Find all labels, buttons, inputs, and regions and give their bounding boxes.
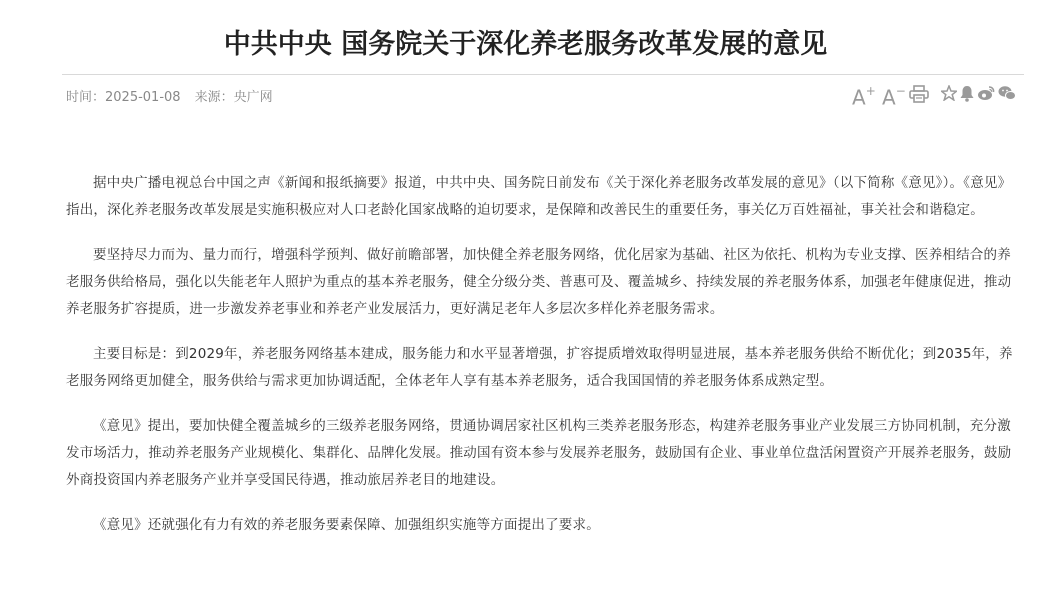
wechat-icon[interactable] [998, 85, 1016, 105]
article-toolbar [852, 81, 1022, 110]
weibo-icon[interactable] [977, 85, 995, 105]
publish-date: 2025-01-08 [105, 90, 181, 105]
font-decrease-label: A [882, 85, 896, 110]
font-decrease-button[interactable] [882, 81, 906, 110]
page-title: 中共中央 国务院关于深化养老服务改革发展的意见 [223, 29, 828, 60]
article-paragraph-1: 据中央广播电视总台中国之声《新闻和报纸摘要》报道，中共中央、国务院日前发布《关于深化养老服务改革发展的意见》（以下简称《意见》）。《意见》指出，深化养老服务改革发展是实施积极应对人口老龄化国家战略的迫切要求，是保障和改善民生的重要任务，事关亿万百姓福祉，事关社会和谐稳定。 [66, 175, 1012, 218]
title-divider [62, 74, 1024, 75]
time-label: 时间： [66, 90, 106, 105]
star-icon[interactable] [941, 85, 957, 105]
bell-icon[interactable] [959, 85, 975, 106]
font-increase-sign: + [865, 84, 876, 98]
article-paragraph-3: 主要目标是：到2029年，养老服务网络基本建成，服务能力和水平显著增强，扩容提质增效取得明显进展，基本养老服务供给不断优化；到2035年，养老服务网络更加健全，服务供给与需求更加协调适配，全体老年人享有基本养老服务，适合我国国情的养老服务体系成熟定型。 [66, 346, 1013, 389]
article-paragraph-4: 《意见》提出，要加快健全覆盖城乡的三级养老服务网络，贯通协调居家社区机构三类养老服务形态，构建养老服务事业产业发展三方协同机制，充分激发市场活力，推动养老服务产业规模化、集群化、品牌化发展。推动国有资本参与发展养老服务，鼓励国有企业、事业单位盘活闲置资产开展养老服务，鼓励外商投资国内养老服务产业并享受国民待遇，推动旅居养老目的地建设。 [66, 418, 1012, 488]
font-increase-label: A [852, 85, 866, 110]
font-decrease-sign: − [895, 84, 906, 98]
article-meta [66, 86, 273, 105]
article-body [66, 170, 1018, 557]
article-paragraph-5: 《意见》还就强化有力有效的养老服务要素保障、加强组织实施等方面提出了要求。 [93, 517, 600, 533]
font-increase-button[interactable] [852, 81, 876, 110]
source-name: 央广网 [233, 90, 273, 105]
source-label: 来源： [194, 90, 234, 105]
print-icon[interactable] [909, 85, 929, 107]
article-paragraph-2: 要坚持尽力而为、量力而行，增强科学预判、做好前瞻部署，加快健全养老服务网络，优化居家为基础、社区为依托、机构为专业支撑、医养相结合的养老服务供给格局，强化以失能老年人照护为重点的基本养老服务，健全分级分类、普惠可及、覆盖城乡、持续发展的养老服务体系，加强老年健康促进，推动养老服务扩容提质，进一步激发养老事业和养老产业发展活力，更好满足老年人多层次多样化养老服务需求。 [66, 247, 1012, 317]
